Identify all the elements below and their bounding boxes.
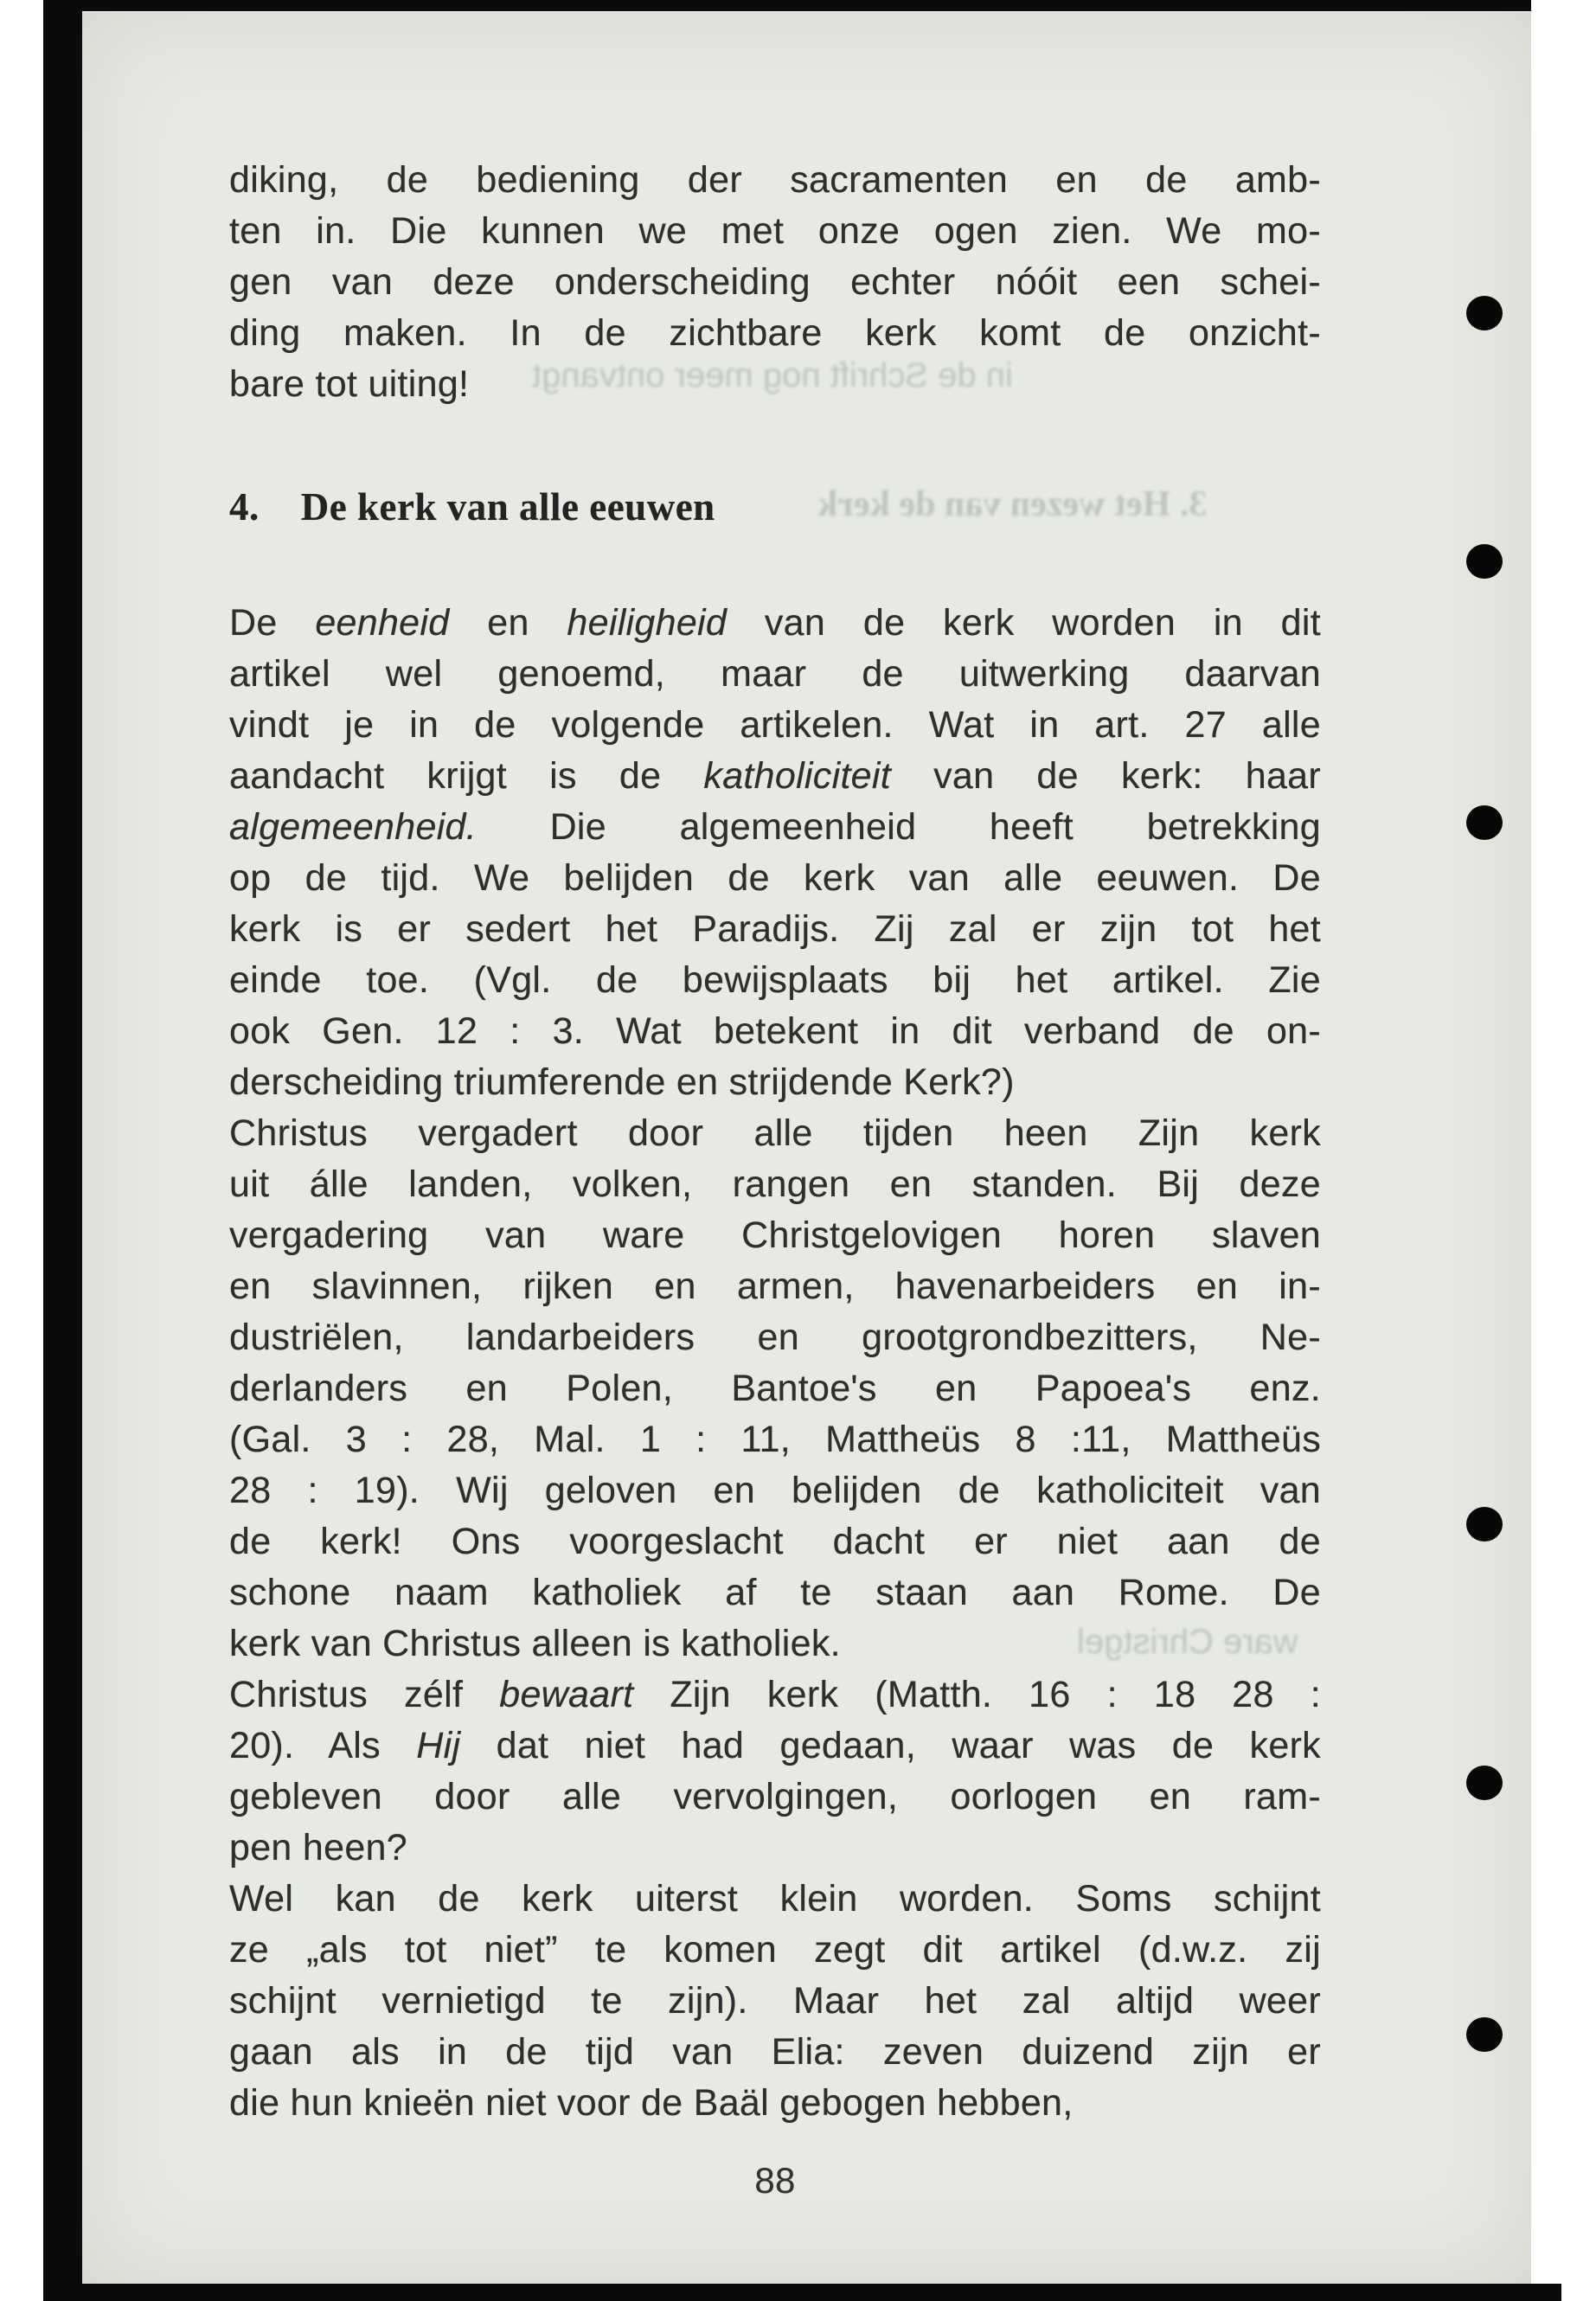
punch-hole xyxy=(1466,296,1503,330)
punch-hole xyxy=(1466,1507,1503,1541)
text-line: kerk van Christus alleen is katholiek. xyxy=(229,1623,841,1664)
text-line: ten in. Die kunnen we met onze ogen zien. We mo- xyxy=(229,210,1321,252)
text-line: ze „als tot niet” te komen zegt dit artikel (d.w.z. zij xyxy=(229,1929,1321,1971)
text-line: kerk is er sedert het Paradijs. Zij zal er zijn tot het xyxy=(229,908,1321,950)
paragraph-continuation xyxy=(229,155,1321,410)
punch-hole xyxy=(1466,2017,1503,2052)
text-line: vindt je in de volgende artikelen. Wat in art. 27 alle xyxy=(229,704,1321,746)
section-number: 4. xyxy=(229,485,260,529)
section-heading xyxy=(229,482,1321,533)
text-line: Wel kan de kerk uiterst klein worden. Soms schijnt xyxy=(229,1878,1321,1920)
text-line: artikel wel genoemd, maar de uitwerking daarvan xyxy=(229,653,1321,695)
bleed-through-text: in de Schrift nog meer ontvangt xyxy=(532,356,1013,394)
scan-border-left xyxy=(43,0,82,2301)
text-line: gebleven door alle vervolgingen, oorlogen en ram- xyxy=(229,1776,1321,1817)
book-page xyxy=(82,12,1531,2284)
section-title: De kerk van alle eeuwen xyxy=(300,485,715,529)
scan-border-top xyxy=(43,0,1531,11)
text-line: pen heen? xyxy=(229,1827,407,1868)
punch-hole xyxy=(1466,544,1503,579)
bleed-through-text: 3. Het wezen van de kerk xyxy=(817,484,1208,524)
text-line: de kerk! Ons voorgeslacht dacht er niet aan de xyxy=(229,1521,1321,1562)
text-line: op de tijd. We belijden de kerk van alle eeuwen. De xyxy=(229,857,1321,899)
punch-hole xyxy=(1466,805,1503,840)
text-line: dustriëlen, landarbeiders en grootgrondbezitters, Ne- xyxy=(229,1317,1321,1358)
text-line: die hun knieën niet voor de Baäl gebogen hebben, xyxy=(229,2082,1074,2124)
text-line: derscheiding triumferende en strijdende Kerk?) xyxy=(229,1061,1015,1103)
text-line: ding maken. In de zichtbare kerk komt de onzicht- xyxy=(229,312,1321,354)
text-line: aandacht krijgt is de katholiciteit van de kerk: haar xyxy=(229,755,1321,797)
text-line: schone naam katholiek af te staan aan Rome. De xyxy=(229,1572,1321,1613)
page-number: 88 xyxy=(754,2160,796,2201)
text-column xyxy=(229,155,1321,2206)
punch-hole xyxy=(1466,1766,1503,1800)
text-line: 20). Als Hij dat niet had gedaan, waar was de kerk xyxy=(229,1725,1321,1766)
text-line: vergadering van ware Christgelovigen horen slaven xyxy=(229,1215,1321,1256)
text-line: (Gal. 3 : 28, Mal. 1 : 11, Mattheüs 8 :11, Mattheüs xyxy=(229,1419,1321,1460)
bleed-through-text: ware Christgel xyxy=(1077,1623,1298,1661)
text-line: Christus vergadert door alle tijden heen Zijn kerk xyxy=(229,1112,1321,1154)
text-line: schijnt vernietigd te zijn). Maar het zal altijd weer xyxy=(229,1980,1321,2022)
text-line: en slavinnen, rijken en armen, havenarbeiders en in- xyxy=(229,1266,1321,1307)
text-line: gen van deze onderscheiding echter nóóit een schei- xyxy=(229,261,1321,303)
text-line: uit álle landen, volken, rangen en standen. Bij deze xyxy=(229,1163,1321,1205)
text-line: einde toe. (Vgl. de bewijsplaats bij het artikel. Zie xyxy=(229,959,1321,1001)
text-line: gaan als in de tijd van Elia: zeven duizend zijn er xyxy=(229,2031,1321,2073)
body-text xyxy=(229,598,1321,2129)
text-line: bare tot uiting! xyxy=(229,363,470,405)
text-line: diking, de bediening der sacramenten en de amb- xyxy=(229,159,1321,201)
text-line: Christus zélf bewaart Zijn kerk (Matth. 16 : 18 28 : xyxy=(229,1674,1321,1715)
text-line: ook Gen. 12 : 3. Wat betekent in dit verband de on- xyxy=(229,1010,1321,1052)
text-line: derlanders en Polen, Bantoe's en Papoea's enz. xyxy=(229,1368,1321,1409)
text-line: De eenheid en heiligheid van de kerk worden in dit xyxy=(229,602,1321,644)
text-line: algemeenheid. Die algemeenheid heeft betrekking xyxy=(229,806,1321,848)
scan-border-bottom xyxy=(43,2284,1561,2301)
text-line: 28 : 19). Wij geloven en belijden de katholiciteit van xyxy=(229,1470,1321,1511)
